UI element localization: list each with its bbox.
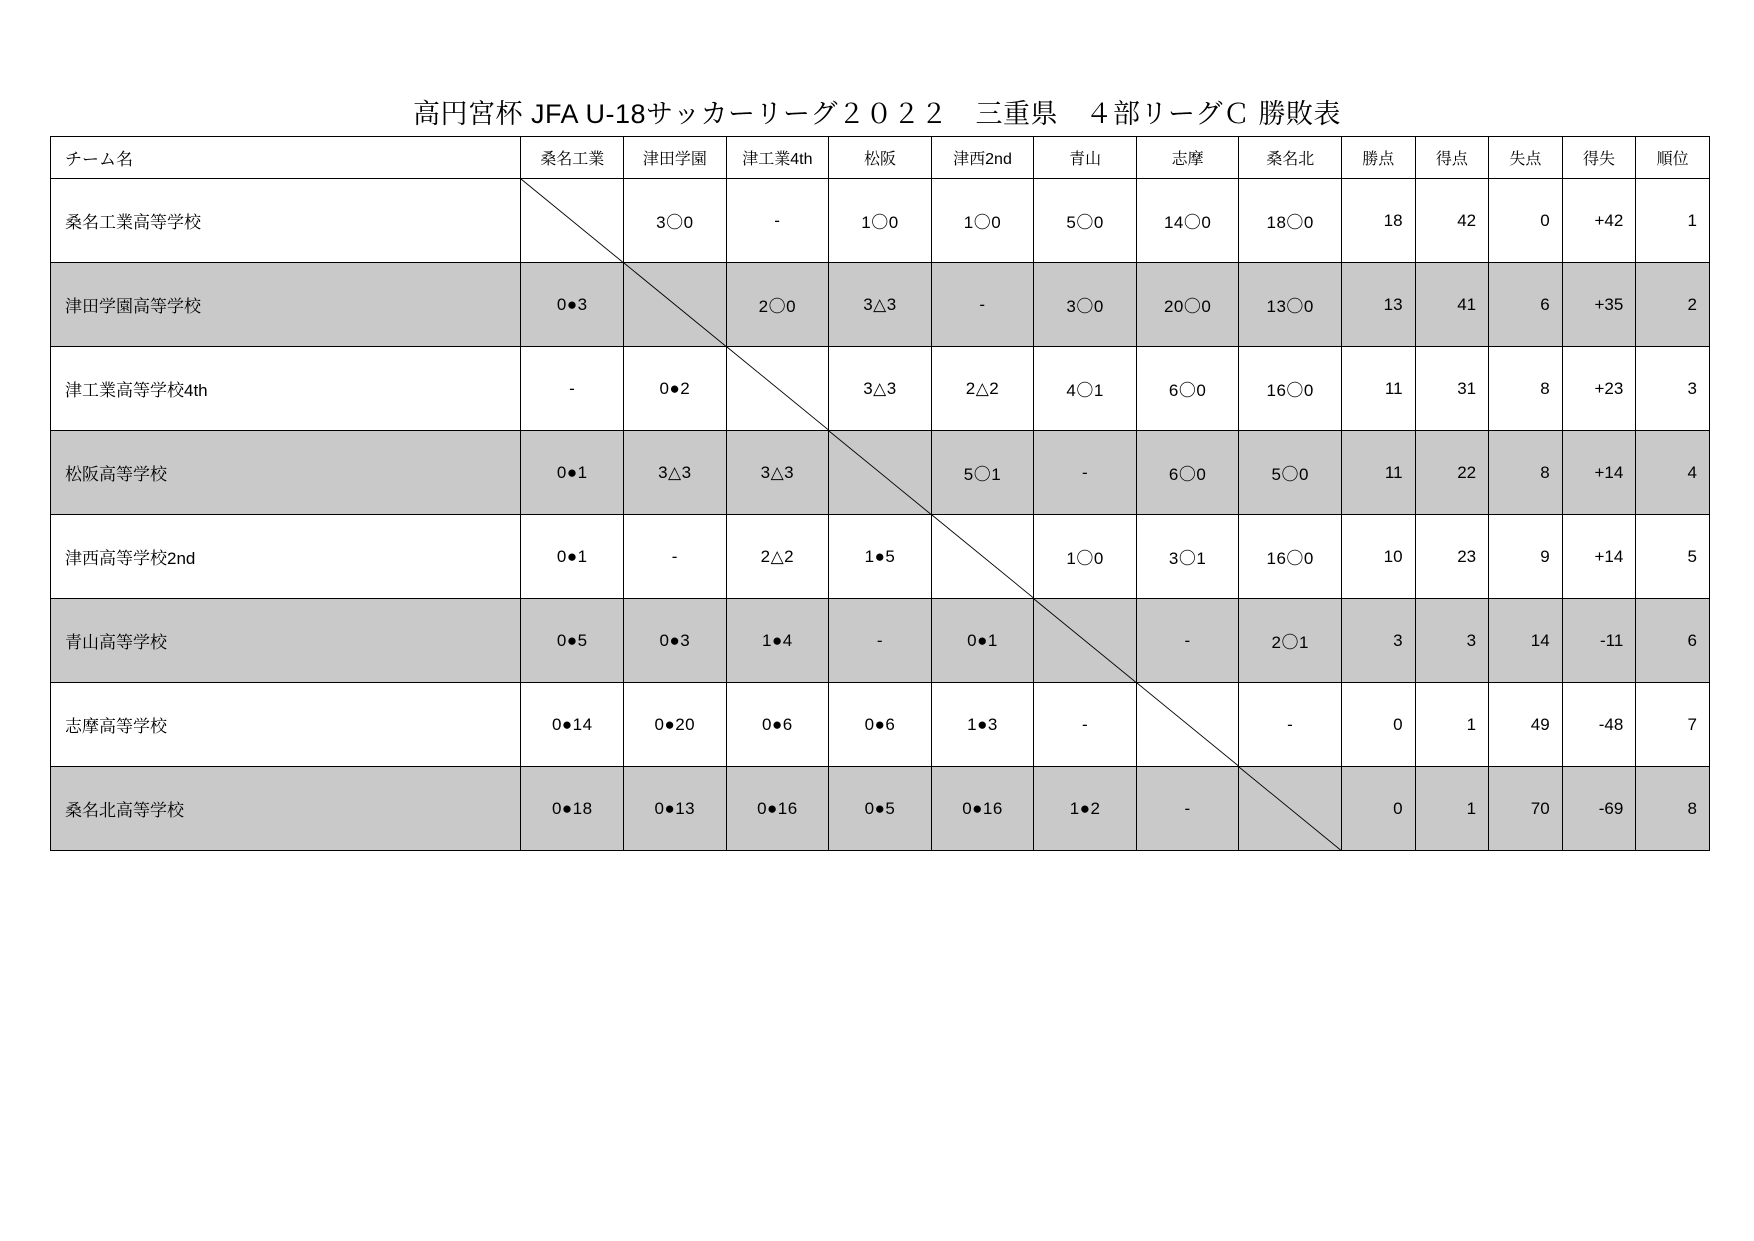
stat-cell-goal-diff: +14 xyxy=(1562,515,1636,599)
header-stat-goals-against: 失点 xyxy=(1489,137,1563,179)
result-text: 0●18 xyxy=(551,798,593,818)
result-cell xyxy=(931,767,1034,851)
result-cell xyxy=(726,179,829,263)
result-text: 3〇1 xyxy=(1168,549,1207,568)
result-text: - xyxy=(1081,714,1089,734)
stat-cell-goals-against: 8 xyxy=(1489,347,1563,431)
table-row xyxy=(51,599,1710,683)
standings-table-container xyxy=(50,136,1710,851)
header-opponent-5: 青山 xyxy=(1034,137,1137,179)
table-header xyxy=(51,137,1710,179)
stat-cell-rank: 1 xyxy=(1636,179,1710,263)
result-text: 14〇0 xyxy=(1163,213,1212,232)
header-team: チーム名 xyxy=(51,137,521,179)
page-title: 高円宮杯 JFA U-18サッカーリーグ２０２２ 三重県 ４部リーグＣ 勝敗表 xyxy=(412,99,1341,129)
table-row xyxy=(51,515,1710,599)
result-text: 2〇1 xyxy=(1271,633,1309,652)
result-text: 0●5 xyxy=(864,798,896,818)
header-stat-points: 勝点 xyxy=(1341,137,1415,179)
result-cell xyxy=(726,767,829,851)
result-cell xyxy=(624,179,727,263)
result-cell xyxy=(624,431,727,515)
result-cell xyxy=(1239,263,1342,347)
header-stat-goal-diff: 得失 xyxy=(1562,137,1636,179)
result-cell xyxy=(829,515,932,599)
stat-cell-goal-diff: +35 xyxy=(1562,263,1636,347)
result-text: 1●4 xyxy=(762,630,793,650)
result-text: - xyxy=(1184,630,1191,650)
team-name-cell: 桑名北高等学校 xyxy=(51,767,521,851)
stat-cell-goals-for: 22 xyxy=(1415,431,1489,515)
result-text: 2〇0 xyxy=(758,297,797,316)
result-text: - xyxy=(979,294,986,314)
result-text: 3△3 xyxy=(760,462,795,482)
result-text: 3〇0 xyxy=(656,213,694,232)
result-text: 1〇0 xyxy=(861,213,899,232)
result-cell xyxy=(521,431,624,515)
stat-cell-points: 13 xyxy=(1341,263,1415,347)
result-cell xyxy=(1136,515,1239,599)
header-opponent-3: 松阪 xyxy=(829,137,932,179)
result-cell xyxy=(1034,515,1137,599)
stat-cell-goals-against: 6 xyxy=(1489,263,1563,347)
team-name-cell: 志摩高等学校 xyxy=(51,683,521,767)
result-cell xyxy=(726,599,829,683)
result-text: - xyxy=(1081,462,1089,482)
result-text: 3△3 xyxy=(658,462,692,482)
header-opponent-1: 津田学園 xyxy=(624,137,727,179)
result-cell xyxy=(521,683,624,767)
stat-cell-points: 11 xyxy=(1341,347,1415,431)
result-text: 5〇0 xyxy=(1271,465,1309,484)
result-cell xyxy=(931,599,1034,683)
result-cell xyxy=(1239,515,1342,599)
header-opponent-6: 志摩 xyxy=(1136,137,1239,179)
result-text: 5〇1 xyxy=(963,465,1002,484)
result-cell xyxy=(1239,347,1342,431)
result-text: - xyxy=(774,210,781,230)
self-cell xyxy=(1239,767,1342,851)
result-text: 0●1 xyxy=(556,462,588,482)
self-cell xyxy=(1136,683,1239,767)
result-cell xyxy=(1034,767,1137,851)
result-cell xyxy=(829,599,932,683)
result-text: - xyxy=(569,378,576,398)
result-cell xyxy=(1034,263,1137,347)
stat-cell-goals-against: 49 xyxy=(1489,683,1563,767)
result-text: 3〇0 xyxy=(1066,297,1104,316)
stat-cell-goals-against: 14 xyxy=(1489,599,1563,683)
team-name-cell: 津田学園高等学校 xyxy=(51,263,521,347)
stat-cell-goals-for: 42 xyxy=(1415,179,1489,263)
result-cell xyxy=(726,263,829,347)
result-cell xyxy=(726,683,829,767)
stat-cell-rank: 5 xyxy=(1636,515,1710,599)
result-cell xyxy=(521,263,624,347)
result-text: 1●2 xyxy=(1069,798,1101,818)
table-body xyxy=(51,179,1710,851)
result-text: 1〇0 xyxy=(1066,549,1104,568)
result-text: 0●3 xyxy=(659,630,691,650)
stat-cell-goal-diff: +14 xyxy=(1562,431,1636,515)
result-cell xyxy=(1034,683,1137,767)
stat-cell-rank: 8 xyxy=(1636,767,1710,851)
result-text: - xyxy=(1287,714,1294,734)
stat-cell-goal-diff: +23 xyxy=(1562,347,1636,431)
stat-cell-points: 0 xyxy=(1341,683,1415,767)
stat-cell-goal-diff: -11 xyxy=(1562,599,1636,683)
stat-cell-goals-against: 9 xyxy=(1489,515,1563,599)
result-cell xyxy=(1239,599,1342,683)
stat-cell-goals-against: 70 xyxy=(1489,767,1563,851)
stat-cell-goals-against: 0 xyxy=(1489,179,1563,263)
result-text: 0●1 xyxy=(967,630,998,650)
result-cell xyxy=(1136,767,1239,851)
result-text: 3△3 xyxy=(863,378,897,398)
result-cell xyxy=(931,431,1034,515)
stat-cell-goals-for: 1 xyxy=(1415,767,1489,851)
result-text: 0●6 xyxy=(864,714,896,734)
result-text: 0●5 xyxy=(556,630,588,650)
stat-cell-goals-for: 3 xyxy=(1415,599,1489,683)
header-row xyxy=(51,137,1710,179)
stat-cell-points: 0 xyxy=(1341,767,1415,851)
self-cell xyxy=(1034,599,1137,683)
stat-cell-goals-for: 1 xyxy=(1415,683,1489,767)
result-text: 0●3 xyxy=(556,294,588,314)
result-cell xyxy=(726,431,829,515)
result-text: 0●6 xyxy=(762,714,793,734)
table-row xyxy=(51,347,1710,431)
stat-cell-goals-against: 8 xyxy=(1489,431,1563,515)
result-text: 0●2 xyxy=(659,378,691,398)
team-name-cell: 桑名工業高等学校 xyxy=(51,179,521,263)
result-cell xyxy=(1034,179,1137,263)
header-opponent-4: 津西2nd xyxy=(931,137,1034,179)
result-text: 1〇0 xyxy=(963,213,1002,232)
result-cell xyxy=(624,347,727,431)
self-cell xyxy=(726,347,829,431)
result-text: 3△3 xyxy=(863,294,897,314)
result-cell xyxy=(1239,683,1342,767)
result-text: 6〇0 xyxy=(1168,465,1207,484)
result-cell xyxy=(931,347,1034,431)
result-cell xyxy=(1034,431,1137,515)
result-text: 18〇0 xyxy=(1266,213,1314,232)
header-opponent-0: 桑名工業 xyxy=(521,137,624,179)
stat-cell-rank: 2 xyxy=(1636,263,1710,347)
header-opponent-7: 桑名北 xyxy=(1239,137,1342,179)
table-row xyxy=(51,431,1710,515)
stat-cell-points: 18 xyxy=(1341,179,1415,263)
result-cell xyxy=(829,347,932,431)
stat-cell-points: 10 xyxy=(1341,515,1415,599)
stat-cell-rank: 3 xyxy=(1636,347,1710,431)
result-text: 0●14 xyxy=(551,714,593,734)
result-text: - xyxy=(1184,798,1191,818)
result-cell xyxy=(1034,347,1137,431)
result-cell xyxy=(1136,599,1239,683)
stat-cell-goals-for: 23 xyxy=(1415,515,1489,599)
result-text: - xyxy=(671,546,678,566)
stat-cell-points: 3 xyxy=(1341,599,1415,683)
result-cell xyxy=(931,263,1034,347)
result-cell xyxy=(829,767,932,851)
stat-cell-goals-for: 31 xyxy=(1415,347,1489,431)
team-name-cell: 松阪高等学校 xyxy=(51,431,521,515)
result-text: 6〇0 xyxy=(1168,381,1207,400)
stat-cell-goal-diff: -48 xyxy=(1562,683,1636,767)
result-cell xyxy=(931,179,1034,263)
result-cell xyxy=(829,683,932,767)
result-cell xyxy=(1136,431,1239,515)
self-cell xyxy=(624,263,727,347)
team-name-cell: 津西高等学校2nd xyxy=(51,515,521,599)
table-row xyxy=(51,767,1710,851)
stat-cell-goal-diff: +42 xyxy=(1562,179,1636,263)
result-text: 5〇0 xyxy=(1066,213,1104,232)
table-row xyxy=(51,263,1710,347)
self-cell xyxy=(931,515,1034,599)
result-cell xyxy=(624,599,727,683)
header-opponent-2: 津工業4th xyxy=(726,137,829,179)
result-text: 4〇1 xyxy=(1066,381,1104,400)
result-cell xyxy=(624,683,727,767)
result-cell xyxy=(726,515,829,599)
result-cell xyxy=(931,683,1034,767)
result-text: 20〇0 xyxy=(1163,297,1212,316)
result-text: 1●3 xyxy=(967,714,998,734)
team-name-cell: 津工業高等学校4th xyxy=(51,347,521,431)
stat-cell-rank: 6 xyxy=(1636,599,1710,683)
result-cell xyxy=(829,263,932,347)
result-text: 16〇0 xyxy=(1266,549,1314,568)
result-text: 0●13 xyxy=(654,798,696,818)
result-cell xyxy=(624,515,727,599)
result-text: 0●16 xyxy=(962,798,1003,818)
result-cell xyxy=(521,347,624,431)
stat-cell-goal-diff: -69 xyxy=(1562,767,1636,851)
result-cell xyxy=(829,179,932,263)
result-cell xyxy=(1239,179,1342,263)
result-cell xyxy=(1136,179,1239,263)
self-cell xyxy=(521,179,624,263)
header-stat-goals-for: 得点 xyxy=(1415,137,1489,179)
result-text: 2△2 xyxy=(760,546,795,566)
result-text: 1●5 xyxy=(864,546,896,566)
stat-cell-points: 11 xyxy=(1341,431,1415,515)
result-text: 16〇0 xyxy=(1266,381,1314,400)
result-cell xyxy=(1136,263,1239,347)
table-row xyxy=(51,683,1710,767)
table-row xyxy=(51,179,1710,263)
result-cell xyxy=(624,767,727,851)
self-cell xyxy=(829,431,932,515)
header-stat-rank: 順位 xyxy=(1636,137,1710,179)
result-cell xyxy=(1239,431,1342,515)
stat-cell-rank: 7 xyxy=(1636,683,1710,767)
result-cell xyxy=(521,515,624,599)
result-text: 0●1 xyxy=(556,546,588,566)
result-cell xyxy=(521,599,624,683)
result-cell xyxy=(521,767,624,851)
team-name-cell: 青山高等学校 xyxy=(51,599,521,683)
stat-cell-goals-for: 41 xyxy=(1415,263,1489,347)
standings-table xyxy=(50,136,1710,851)
result-cell xyxy=(1136,347,1239,431)
result-text: 0●16 xyxy=(757,798,798,818)
result-text: 13〇0 xyxy=(1266,297,1314,316)
result-text: - xyxy=(876,630,884,650)
result-text: 0●20 xyxy=(654,714,696,734)
stat-cell-rank: 4 xyxy=(1636,431,1710,515)
result-text: 2△2 xyxy=(965,378,1000,398)
